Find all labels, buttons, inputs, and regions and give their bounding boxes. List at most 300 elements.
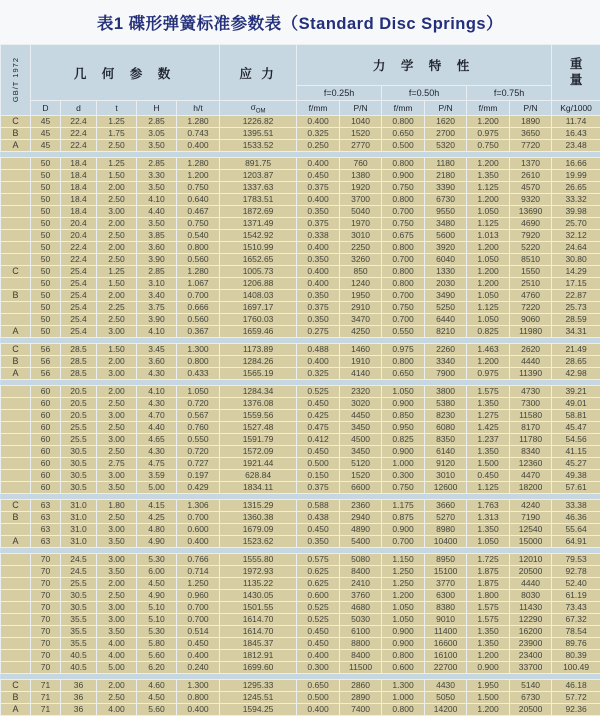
cell: 30.5: [61, 470, 97, 482]
cell: 60: [31, 458, 61, 470]
cell: 1.050: [467, 206, 510, 218]
cell: 45.47: [552, 422, 600, 434]
table-row: [1, 182, 600, 194]
cell: 50: [31, 242, 61, 254]
cell: 45.27: [552, 458, 600, 470]
cell: 50: [31, 206, 61, 218]
cell: 18200: [510, 482, 552, 494]
cell: 20.5: [61, 410, 97, 422]
cell: 20.5: [61, 386, 97, 398]
cell: 1005.73: [220, 266, 297, 278]
cell: 5080: [340, 554, 382, 566]
header-f025: f=0.25h: [297, 86, 382, 101]
cell: 6730: [510, 692, 552, 704]
class-cell: [1, 554, 31, 566]
cell: 3770: [425, 578, 467, 590]
cell: 1330: [425, 266, 467, 278]
cell: 71: [31, 680, 61, 692]
cell: 1559.56: [220, 410, 297, 422]
cell: 3340: [425, 356, 467, 368]
cell: 8350: [425, 434, 467, 446]
cell: 5.60: [137, 650, 177, 662]
cell: 0.275: [297, 326, 340, 338]
col-H: H: [137, 101, 177, 116]
cell: 4.80: [137, 524, 177, 536]
cell: 1783.51: [220, 194, 297, 206]
cell: 2910: [340, 302, 382, 314]
cell: 3.00: [97, 602, 137, 614]
cell: 89.76: [552, 638, 600, 650]
cell: 5.10: [137, 614, 177, 626]
cell: 0.433: [177, 368, 220, 380]
class-cell: [1, 662, 31, 674]
cell: 2360: [340, 500, 382, 512]
cell: 11400: [425, 626, 467, 638]
class-cell: B: [1, 512, 31, 524]
cell: 1.800: [467, 590, 510, 602]
cell: 50: [31, 302, 61, 314]
cell: 70: [31, 578, 61, 590]
cell: 70: [31, 590, 61, 602]
cell: 60: [31, 386, 61, 398]
class-cell: [1, 470, 31, 482]
cell: 60: [31, 470, 61, 482]
cell: 0.540: [177, 230, 220, 242]
cell: 28.5: [61, 356, 97, 368]
cell: 3.00: [97, 434, 137, 446]
cell: 1.763: [467, 500, 510, 512]
cell: 0.900: [382, 626, 425, 638]
cell: 1.200: [177, 170, 220, 182]
cell: 3.60: [137, 242, 177, 254]
cell: 0.500: [382, 140, 425, 152]
cell: 3.60: [137, 356, 177, 368]
cell: 7400: [340, 704, 382, 716]
cell: 1.200: [467, 650, 510, 662]
cell: 3390: [425, 182, 467, 194]
cell: 1.350: [467, 170, 510, 182]
cell: 4.60: [137, 680, 177, 692]
cell: 1370: [510, 158, 552, 170]
cell: 4.30: [137, 446, 177, 458]
class-cell: [1, 278, 31, 290]
cell: 11500: [340, 662, 382, 674]
cell: 2.50: [97, 230, 137, 242]
col-p2: P/N: [425, 101, 467, 116]
cell: 1.575: [467, 386, 510, 398]
cell: 1.125: [467, 218, 510, 230]
cell: 0.750: [382, 302, 425, 314]
cell: 3800: [425, 386, 467, 398]
cell: 49.01: [552, 398, 600, 410]
class-cell: [1, 254, 31, 266]
cell: 0.525: [297, 386, 340, 398]
cell: 0.700: [177, 512, 220, 524]
cell: 15000: [510, 536, 552, 548]
cell: 2.50: [97, 590, 137, 602]
class-cell: [1, 194, 31, 206]
cell: 50: [31, 158, 61, 170]
cell: 1845.37: [220, 638, 297, 650]
cell: 60: [31, 482, 61, 494]
cell: 4430: [425, 680, 467, 692]
cell: 5.00: [97, 662, 137, 674]
cell: 34.31: [552, 326, 600, 338]
cell: 0.575: [297, 554, 340, 566]
cell: 1.200: [467, 704, 510, 716]
cell: 1.250: [177, 578, 220, 590]
cell: 56: [31, 344, 61, 356]
table-row: [1, 500, 600, 512]
table-row: [1, 602, 600, 614]
cell: 4.75: [137, 458, 177, 470]
table-row: [1, 704, 600, 716]
cell: 24.5: [61, 554, 97, 566]
cell: 5040: [340, 206, 382, 218]
cell: 63: [31, 536, 61, 548]
cell: 35.5: [61, 626, 97, 638]
cell: 4.40: [137, 206, 177, 218]
cell: 2620: [510, 344, 552, 356]
class-cell: [1, 410, 31, 422]
cell: 1.875: [467, 566, 510, 578]
cell: 0.600: [297, 590, 340, 602]
cell: 0.375: [297, 482, 340, 494]
cell: 0.650: [382, 128, 425, 140]
col-d: d: [61, 101, 97, 116]
cell: 4.90: [137, 536, 177, 548]
table-row: [1, 578, 600, 590]
cell: 0.150: [297, 470, 340, 482]
cell: 0.750: [177, 218, 220, 230]
cell: 0.550: [382, 326, 425, 338]
cell: 3760: [340, 590, 382, 602]
cell: 1.050: [467, 536, 510, 548]
cell: 2.50: [97, 422, 137, 434]
cell: 0.720: [177, 398, 220, 410]
cell: 3470: [340, 314, 382, 326]
table-row: [1, 356, 600, 368]
cell: 26.65: [552, 182, 600, 194]
cell: 4.15: [137, 500, 177, 512]
cell: 33.32: [552, 194, 600, 206]
class-cell: A: [1, 536, 31, 548]
cell: 5320: [425, 140, 467, 152]
cell: 5400: [340, 536, 382, 548]
cell: 0.375: [297, 182, 340, 194]
cell: 6440: [425, 314, 467, 326]
cell: 70: [31, 554, 61, 566]
cell: 1872.69: [220, 206, 297, 218]
cell: 1.350: [467, 626, 510, 638]
cell: 56: [31, 356, 61, 368]
cell: 1523.62: [220, 536, 297, 548]
cell: 71: [31, 704, 61, 716]
cell: 11.74: [552, 116, 600, 128]
cell: 1371.49: [220, 218, 297, 230]
cell: 18.4: [61, 194, 97, 206]
cell: 4.25: [137, 512, 177, 524]
cell: 1040: [340, 116, 382, 128]
cell: 0.400: [177, 536, 220, 548]
cell: 70: [31, 650, 61, 662]
cell: 50: [31, 170, 61, 182]
cell: 1620: [425, 116, 467, 128]
cell: 10400: [425, 536, 467, 548]
cell: 2.50: [97, 140, 137, 152]
cell: 2.50: [97, 692, 137, 704]
cell: 0.625: [297, 578, 340, 590]
table-row: [1, 662, 600, 674]
cell: 1.250: [382, 578, 425, 590]
cell: 0.720: [177, 446, 220, 458]
cell: 3010: [340, 230, 382, 242]
cell: 1565.19: [220, 368, 297, 380]
cell: 50: [31, 266, 61, 278]
cell: 25.70: [552, 218, 600, 230]
cell: 3.50: [97, 536, 137, 548]
cell: 17.15: [552, 278, 600, 290]
header-weight: 重 量: [552, 45, 600, 101]
table-row: [1, 140, 600, 152]
cell: 0.700: [382, 290, 425, 302]
cell: 1.050: [382, 386, 425, 398]
cell: 0.500: [297, 458, 340, 470]
cell: 9550: [425, 206, 467, 218]
col-t: t: [97, 101, 137, 116]
class-cell: B: [1, 128, 31, 140]
cell: 0.800: [382, 266, 425, 278]
cell: 1921.44: [220, 458, 297, 470]
cell: 11780: [510, 434, 552, 446]
cell: 70: [31, 662, 61, 674]
cell: 41.15: [552, 446, 600, 458]
cell: 1.200: [467, 158, 510, 170]
cell: 1.280: [177, 266, 220, 278]
cell: 2320: [340, 386, 382, 398]
class-cell: B: [1, 290, 31, 302]
cell: 16200: [510, 626, 552, 638]
cell: 1527.48: [220, 422, 297, 434]
cell: 1555.80: [220, 554, 297, 566]
cell: 0.514: [177, 626, 220, 638]
table-row: [1, 434, 600, 446]
cell: 0.800: [382, 194, 425, 206]
cell: 45: [31, 128, 61, 140]
cell: 22.4: [61, 128, 97, 140]
cell: 5.30: [137, 626, 177, 638]
cell: 1972.93: [220, 566, 297, 578]
cell: 0.750: [382, 182, 425, 194]
cell: 0.350: [297, 290, 340, 302]
cell: 1542.92: [220, 230, 297, 242]
cell: 0.300: [297, 662, 340, 674]
cell: 1.175: [382, 500, 425, 512]
cell: 40.5: [61, 662, 97, 674]
cell: 1.350: [467, 446, 510, 458]
cell: 49.38: [552, 470, 600, 482]
cell: 1.50: [97, 278, 137, 290]
cell: 1.50: [97, 170, 137, 182]
cell: 2030: [425, 278, 467, 290]
cell: 0.975: [382, 344, 425, 356]
cell: 20500: [510, 704, 552, 716]
cell: 6.20: [137, 662, 177, 674]
cell: 0.800: [382, 242, 425, 254]
cell: 3.30: [137, 170, 177, 182]
class-cell: [1, 524, 31, 536]
standard-label: GB/T 1972: [1, 45, 31, 116]
cell: 1697.17: [220, 302, 297, 314]
cell: 60: [31, 422, 61, 434]
cell: 2860: [340, 680, 382, 692]
cell: 0.700: [382, 536, 425, 548]
cell: 0.900: [382, 446, 425, 458]
cell: 4.30: [137, 368, 177, 380]
cell: 1.500: [467, 692, 510, 704]
cell: 0.400: [297, 704, 340, 716]
cell: 12600: [425, 482, 467, 494]
cell: 2700: [425, 128, 467, 140]
cell: 2510: [510, 278, 552, 290]
cell: 3.00: [97, 326, 137, 338]
cell: 4440: [510, 356, 552, 368]
cell: 1614.70: [220, 614, 297, 626]
table-row: [1, 470, 600, 482]
cell: 4.40: [137, 422, 177, 434]
cell: 0.450: [297, 446, 340, 458]
cell: 1.200: [467, 242, 510, 254]
cell: 5050: [425, 692, 467, 704]
cell: 0.743: [177, 128, 220, 140]
cell: 4240: [510, 500, 552, 512]
col-f3: f/mm: [467, 101, 510, 116]
cell: 1135.22: [220, 578, 297, 590]
cell: 31.0: [61, 500, 97, 512]
cell: 1533.52: [220, 140, 297, 152]
cell: 2940: [340, 512, 382, 524]
col-p1: P/N: [340, 101, 382, 116]
header-geometry: 几 何 参 数: [31, 45, 220, 101]
cell: 0.400: [297, 356, 340, 368]
cell: 1510.99: [220, 242, 297, 254]
cell: 1.200: [467, 356, 510, 368]
cell: 73.43: [552, 602, 600, 614]
cell: 52.40: [552, 578, 600, 590]
cell: 8950: [425, 554, 467, 566]
cell: 6100: [340, 626, 382, 638]
cell: 0.375: [297, 218, 340, 230]
cell: 1834.11: [220, 482, 297, 494]
cell: 2770: [340, 140, 382, 152]
cell: 0.900: [382, 524, 425, 536]
cell: 0.567: [177, 410, 220, 422]
cell: 1.150: [382, 554, 425, 566]
cell: 0.400: [297, 266, 340, 278]
table-row: [1, 116, 600, 128]
cell: 63: [31, 512, 61, 524]
cell: 50: [31, 278, 61, 290]
cell: 1315.29: [220, 500, 297, 512]
class-cell: [1, 578, 31, 590]
cell: 1240: [340, 278, 382, 290]
cell: 11390: [510, 368, 552, 380]
table-row: [1, 266, 600, 278]
cell: 1890: [510, 116, 552, 128]
cell: 15100: [425, 566, 467, 578]
cell: 3.90: [137, 314, 177, 326]
cell: 0.400: [177, 650, 220, 662]
cell: 5.80: [137, 638, 177, 650]
cell: 50: [31, 326, 61, 338]
table-row: [1, 230, 600, 242]
cell: 30.5: [61, 446, 97, 458]
col-weight-unit: Kg/1000: [552, 101, 600, 116]
cell: 30.5: [61, 590, 97, 602]
table-row: [1, 626, 600, 638]
cell: 5.60: [137, 704, 177, 716]
cell: 71: [31, 692, 61, 704]
class-cell: C: [1, 500, 31, 512]
table-row: [1, 638, 600, 650]
cell: 6040: [425, 254, 467, 266]
cell: 0.197: [177, 470, 220, 482]
cell: 1.575: [467, 602, 510, 614]
cell: 0.450: [297, 398, 340, 410]
class-cell: C: [1, 344, 31, 356]
cell: 6.00: [137, 566, 177, 578]
cell: 28.65: [552, 356, 600, 368]
cell: 0.412: [297, 434, 340, 446]
cell: 0.400: [297, 116, 340, 128]
cell: 70: [31, 638, 61, 650]
cell: 6730: [425, 194, 467, 206]
cell: 28.59: [552, 314, 600, 326]
cell: 2.50: [97, 398, 137, 410]
table-row: [1, 692, 600, 704]
class-cell: B: [1, 356, 31, 368]
cell: 1.313: [467, 512, 510, 524]
cell: 0.700: [382, 314, 425, 326]
cell: 1.067: [177, 278, 220, 290]
cell: 1.050: [382, 602, 425, 614]
cell: 1699.60: [220, 662, 297, 674]
class-cell: [1, 398, 31, 410]
cell: 7300: [510, 398, 552, 410]
cell: 54.56: [552, 434, 600, 446]
table-row: [1, 422, 600, 434]
class-cell: C: [1, 266, 31, 278]
cell: 5600: [425, 230, 467, 242]
cell: 0.900: [467, 662, 510, 674]
cell: 2.85: [137, 116, 177, 128]
cell: 50: [31, 230, 61, 242]
cell: 0.900: [382, 398, 425, 410]
cell: 4890: [340, 524, 382, 536]
cell: 60: [31, 410, 61, 422]
col-sigma: $\sigma_{OM}$: [220, 101, 297, 116]
cell: 5.30: [137, 554, 177, 566]
cell: 0.800: [177, 692, 220, 704]
cell: 0.700: [177, 602, 220, 614]
cell: 0.800: [382, 158, 425, 170]
cell: 58.81: [552, 410, 600, 422]
table-row: [1, 368, 600, 380]
cell: 64.91: [552, 536, 600, 548]
class-cell: [1, 182, 31, 194]
cell: 16600: [425, 638, 467, 650]
cell: 16100: [425, 650, 467, 662]
